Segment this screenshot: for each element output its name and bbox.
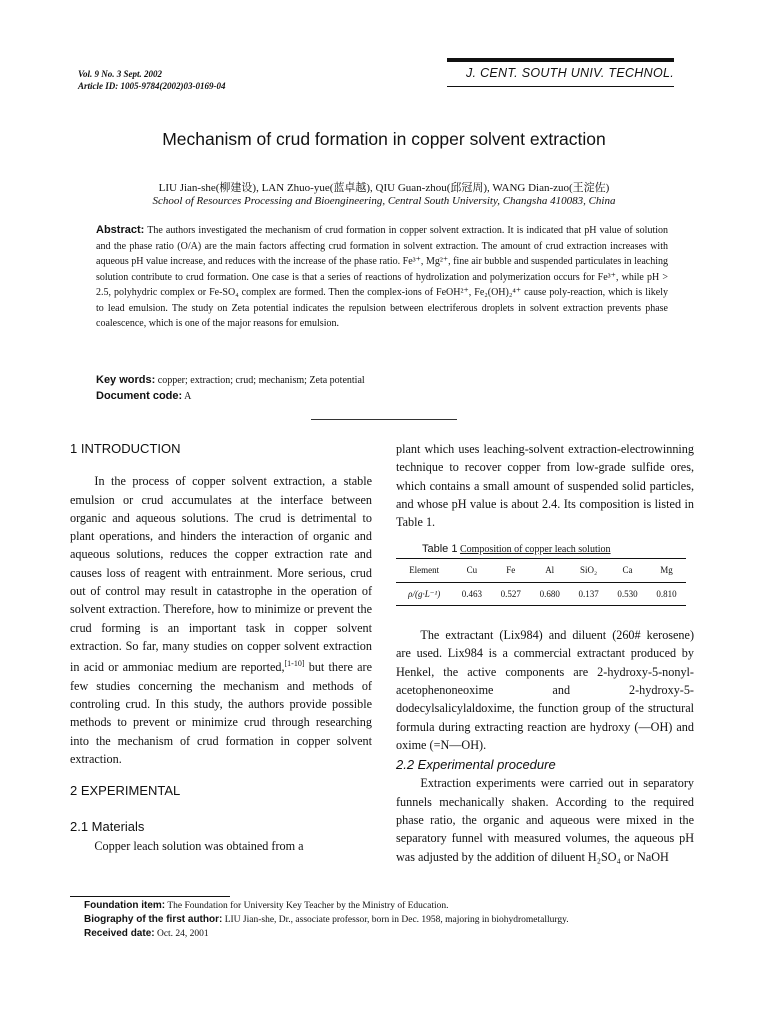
keywords-text: copper; extraction; crud; mechanism; Zeta potential	[157, 375, 365, 386]
received-text: Oct. 24, 2001	[156, 929, 209, 939]
right-paragraph-1: plant which uses leaching-solvent extraction-electrowinning technique to recover copper from low-grade sulfide ores, which contains a small amount of suspended solid particles, and whose pH value is about 2.4. Its composition is listed in Table 1.	[396, 442, 694, 530]
materials-heading: 2.1 Materials	[70, 819, 145, 835]
intro-paragraph	[70, 472, 372, 768]
affiliation: School of Resources Processing and Bioengineering, Central South University, Changsha 410083, China	[152, 195, 616, 207]
abstract	[96, 223, 668, 332]
table-header-cell: Ca	[622, 565, 633, 576]
header-rule-thick	[447, 58, 674, 62]
intro-citation: [1-10]	[284, 659, 305, 669]
experimental-heading: 2 EXPERIMENTAL	[70, 783, 181, 799]
biography-note	[84, 913, 704, 927]
right-paragraph-2: The extractant (Lix984) and diluent (260# kerosene) are used. Lix984 is a commercial extractant produced by Henkel, the active components are 2-hydroxy-5-nonyl-acetophenoneoxime and 2-hydroxy-5-dodecylsalicylaldoxime, the function group of the structural formula during extracting reaction are hydroxy (—OH) and oxime (=N—OH).	[396, 628, 694, 752]
journal-name: J. CENT. SOUTH UNIV. TECHNOL.	[465, 66, 674, 80]
table-header-cell: Al	[545, 565, 555, 576]
left-column	[70, 440, 372, 855]
table-cell: 0.530	[617, 588, 638, 599]
right-column	[396, 440, 694, 866]
issue-info	[78, 68, 225, 92]
table-header-row	[396, 559, 686, 582]
table-header-cell: Fe	[506, 565, 516, 576]
table-cell: 0.680	[539, 588, 560, 599]
procedure-text: Extraction experiments were carried out in separatory funnels mechanically shaken. According to the required phase ratio, the organic and aqueous were mixed in the separatory funnel with measured volumes, the aqueous pH was adjusted by the addition of diluent H₂SO₄ or NaOH	[396, 776, 694, 864]
document-code	[96, 390, 668, 402]
intro-text: In the process of copper solvent extraction, a stable emulsion or crud accumulates at the interface between organic and aqueous solutions. The crud is detrimental to plant operations, and hinders the interaction of organic and aqueous solutions, reduces the copper extraction rate and causes loss of reagent with entrainment. More serious, crud out of control may result in catastrophe in the operation of solvent extraction. Therefore, how to minimize or prevent the crud forming is an important task in copper solvent extraction. So far, many studies on copper solvent extraction in acid or ammoniac medium are reported,	[70, 474, 372, 675]
footnotes	[84, 899, 704, 941]
table-1-caption: Composition of copper leach solution	[459, 544, 611, 556]
keywords-label: Key words:	[96, 374, 156, 386]
table-header-cell: Mg	[660, 565, 673, 576]
authors: LIU Jian-she(柳建设), LAN Zhuo-yue(蓝卓越), QIU Guan-zhou(邱冠周), WANG Dian-zuo(王淀佐)	[158, 182, 610, 194]
paper-title: Mechanism of crud formation in copper solvent extraction	[162, 129, 606, 149]
intro-heading: 1 INTRODUCTION	[70, 441, 181, 456]
section-separator	[311, 419, 457, 420]
footnote-rule	[70, 896, 230, 897]
table-row	[396, 582, 686, 605]
document-code-label: Document code:	[96, 390, 183, 402]
table-header-cell: Cu	[466, 565, 478, 576]
table-cell: 0.527	[500, 588, 521, 599]
foundation-label: Foundation item:	[84, 900, 166, 911]
table-header-cell: Element	[409, 565, 440, 576]
volume-line: Vol. 9 No. 3 Sept. 2002	[78, 69, 163, 79]
keywords	[96, 374, 668, 386]
table-cell: 0.463	[461, 588, 482, 599]
biography-label: Biography of the first author:	[84, 914, 223, 925]
table-1	[396, 543, 694, 606]
table-cell: 0.810	[656, 588, 677, 599]
biography-text: LIU Jian-she, Dr., associate professor, born in Dec. 1958, majoring in biohydrometallurgy.	[224, 915, 569, 925]
abstract-text: The authors investigated the mechanism of crud formation in copper solvent extraction. It is indicated that pH value of solution and the phase ratio (O/A) are the main factors affecting crud formation in solvent extraction. The amount of crud extraction increases with aqueous pH value increase, and reduces with the increase of the phase ratio. Fe³⁺, Mg²⁺, fine air bubble and suspended particulates in leaching solution contribute to crud formation. One case is that a series of reactions of hydrolization and polymerization occurs for Fe³⁺, while pH > 2.5, polyhydric complex or Fe-SO₄ complex are formed. Then the complex-ions of FeOH²⁺, Fe₂(OH)₂⁴⁺ cause poly-reaction, which is likely to lead emulsion. The study on Zeta potential indicates the repulsion between electriferous droplets in solvent extraction prevents phase coalescence, which is one of the major reasons for emulsion.	[96, 225, 669, 329]
foundation-note	[84, 899, 704, 913]
foundation-text: The Foundation for University Key Teacher by the Ministry of Education.	[167, 901, 449, 911]
document-code-value: A	[184, 391, 192, 402]
composition-table	[396, 558, 686, 606]
table-row-label: ρ/(g·L⁻¹)	[408, 588, 441, 599]
intro-text-2: but there are few studies concerning the mechanism and methods of controling crud. In this study, the authors provide possible methods to prevent or minimize crud through researching into the mechanism of crud formation in copper solvent extraction.	[70, 660, 372, 766]
materials-text: Copper leach solution was obtained from a	[94, 838, 304, 853]
article-id: Article ID: 1005-9784(2002)03-0169-04	[78, 81, 226, 91]
table-header-cell: SiO₂	[580, 565, 598, 576]
received-label: Received date:	[84, 928, 155, 939]
table-1-label: Table 1	[422, 543, 458, 556]
table-1-caption-line	[396, 543, 694, 556]
header-rule-thin	[447, 86, 674, 87]
table-cell: 0.137	[578, 588, 599, 599]
procedure-heading: 2.2 Experimental procedure	[396, 757, 556, 773]
abstract-label: Abstract:	[96, 224, 145, 236]
received-note	[84, 927, 704, 941]
